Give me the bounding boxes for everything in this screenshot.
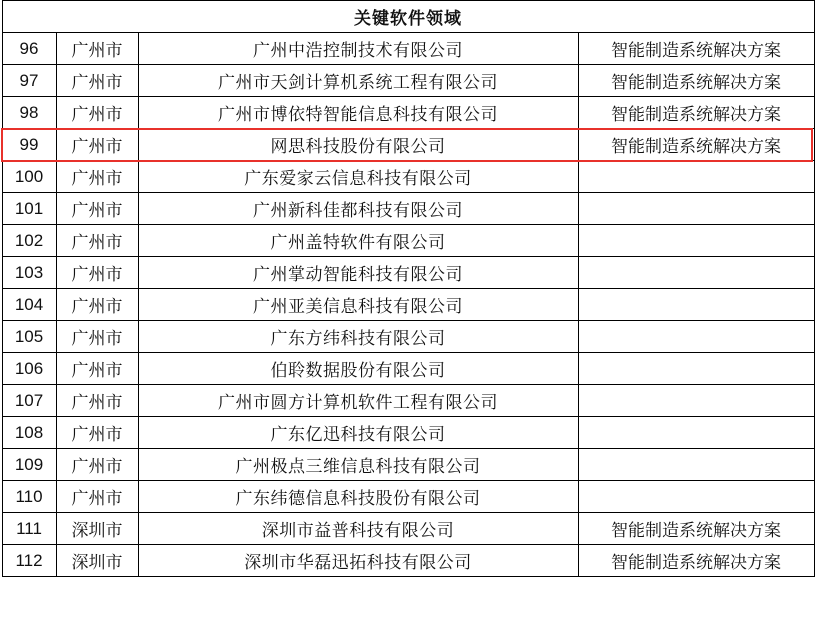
table-row[interactable] <box>2 257 814 289</box>
row-city: 深圳市 <box>56 513 138 545</box>
row-index: 112 <box>2 545 56 577</box>
row-field <box>578 353 814 385</box>
table-row[interactable] <box>2 353 814 385</box>
row-field <box>578 225 814 257</box>
row-field: 智能制造系统解决方案 <box>578 545 814 577</box>
row-index: 101 <box>2 193 56 225</box>
table-row[interactable] <box>2 513 814 545</box>
row-city: 广州市 <box>56 417 138 449</box>
row-index: 98 <box>2 97 56 129</box>
table-row[interactable] <box>2 225 814 257</box>
row-field <box>578 449 814 481</box>
row-city: 广州市 <box>56 449 138 481</box>
table-row[interactable] <box>2 417 814 449</box>
table-row[interactable] <box>2 65 814 97</box>
row-index: 99 <box>2 129 56 161</box>
row-company-name: 广东亿迅科技有限公司 <box>138 417 578 449</box>
row-company-name: 广州市博依特智能信息科技有限公司 <box>138 97 578 129</box>
row-city: 广州市 <box>56 65 138 97</box>
row-city: 广州市 <box>56 129 138 161</box>
row-field <box>578 481 814 513</box>
row-city: 广州市 <box>56 257 138 289</box>
table-row[interactable] <box>2 449 814 481</box>
table-row[interactable] <box>2 33 814 65</box>
table-row[interactable] <box>2 385 814 417</box>
row-index: 107 <box>2 385 56 417</box>
table-row[interactable] <box>2 545 814 577</box>
row-index: 104 <box>2 289 56 321</box>
row-company-name: 广州中浩控制技术有限公司 <box>138 33 578 65</box>
row-field <box>578 321 814 353</box>
row-field: 智能制造系统解决方案 <box>578 513 814 545</box>
row-city: 广州市 <box>56 353 138 385</box>
table-row[interactable] <box>2 193 814 225</box>
row-field: 智能制造系统解决方案 <box>578 97 814 129</box>
row-field <box>578 257 814 289</box>
row-index: 105 <box>2 321 56 353</box>
row-field: 智能制造系统解决方案 <box>578 129 814 161</box>
row-city: 广州市 <box>56 193 138 225</box>
row-index: 100 <box>2 161 56 193</box>
table-row[interactable] <box>2 97 814 129</box>
row-company-name: 广州盖特软件有限公司 <box>138 225 578 257</box>
row-index: 97 <box>2 65 56 97</box>
row-city: 广州市 <box>56 385 138 417</box>
table-row[interactable] <box>2 289 814 321</box>
row-field <box>578 385 814 417</box>
table-row[interactable] <box>2 321 814 353</box>
row-company-name: 广州新科佳都科技有限公司 <box>138 193 578 225</box>
row-field <box>578 289 814 321</box>
row-company-name: 深圳市华磊迅拓科技有限公司 <box>138 545 578 577</box>
table-body <box>2 1 814 577</box>
row-city: 广州市 <box>56 33 138 65</box>
row-field <box>578 417 814 449</box>
row-field <box>578 193 814 225</box>
row-company-name: 广州极点三维信息科技有限公司 <box>138 449 578 481</box>
row-city: 广州市 <box>56 321 138 353</box>
row-index: 111 <box>2 513 56 545</box>
row-index: 110 <box>2 481 56 513</box>
row-city: 深圳市 <box>56 545 138 577</box>
row-city: 广州市 <box>56 161 138 193</box>
row-city: 广州市 <box>56 97 138 129</box>
table-row[interactable] <box>2 481 814 513</box>
table-row[interactable] <box>2 161 814 193</box>
row-company-name: 广东爱家云信息科技有限公司 <box>138 161 578 193</box>
row-city: 广州市 <box>56 225 138 257</box>
row-company-name: 广东纬德信息科技股份有限公司 <box>138 481 578 513</box>
table-row-highlighted[interactable] <box>2 129 814 161</box>
row-company-name: 伯聆数据股份有限公司 <box>138 353 578 385</box>
row-field: 智能制造系统解决方案 <box>578 33 814 65</box>
page-title: 关键软件领域 <box>2 1 814 33</box>
row-index: 96 <box>2 33 56 65</box>
row-company-name: 广东方纬科技有限公司 <box>138 321 578 353</box>
row-field: 智能制造系统解决方案 <box>578 65 814 97</box>
row-company-name: 广州亚美信息科技有限公司 <box>138 289 578 321</box>
row-index: 106 <box>2 353 56 385</box>
row-company-name: 广州掌动智能科技有限公司 <box>138 257 578 289</box>
row-index: 109 <box>2 449 56 481</box>
row-company-name: 广州市圆方计算机软件工程有限公司 <box>138 385 578 417</box>
row-index: 102 <box>2 225 56 257</box>
company-list-table <box>2 0 815 577</box>
row-company-name: 深圳市益普科技有限公司 <box>138 513 578 545</box>
row-index: 108 <box>2 417 56 449</box>
table-title-row <box>2 1 814 33</box>
row-company-name: 广州市天剑计算机系统工程有限公司 <box>138 65 578 97</box>
row-index: 103 <box>2 257 56 289</box>
row-city: 广州市 <box>56 289 138 321</box>
row-city: 广州市 <box>56 481 138 513</box>
page-bottom-margin <box>0 616 816 626</box>
row-field <box>578 161 814 193</box>
row-company-name: 网思科技股份有限公司 <box>138 129 578 161</box>
